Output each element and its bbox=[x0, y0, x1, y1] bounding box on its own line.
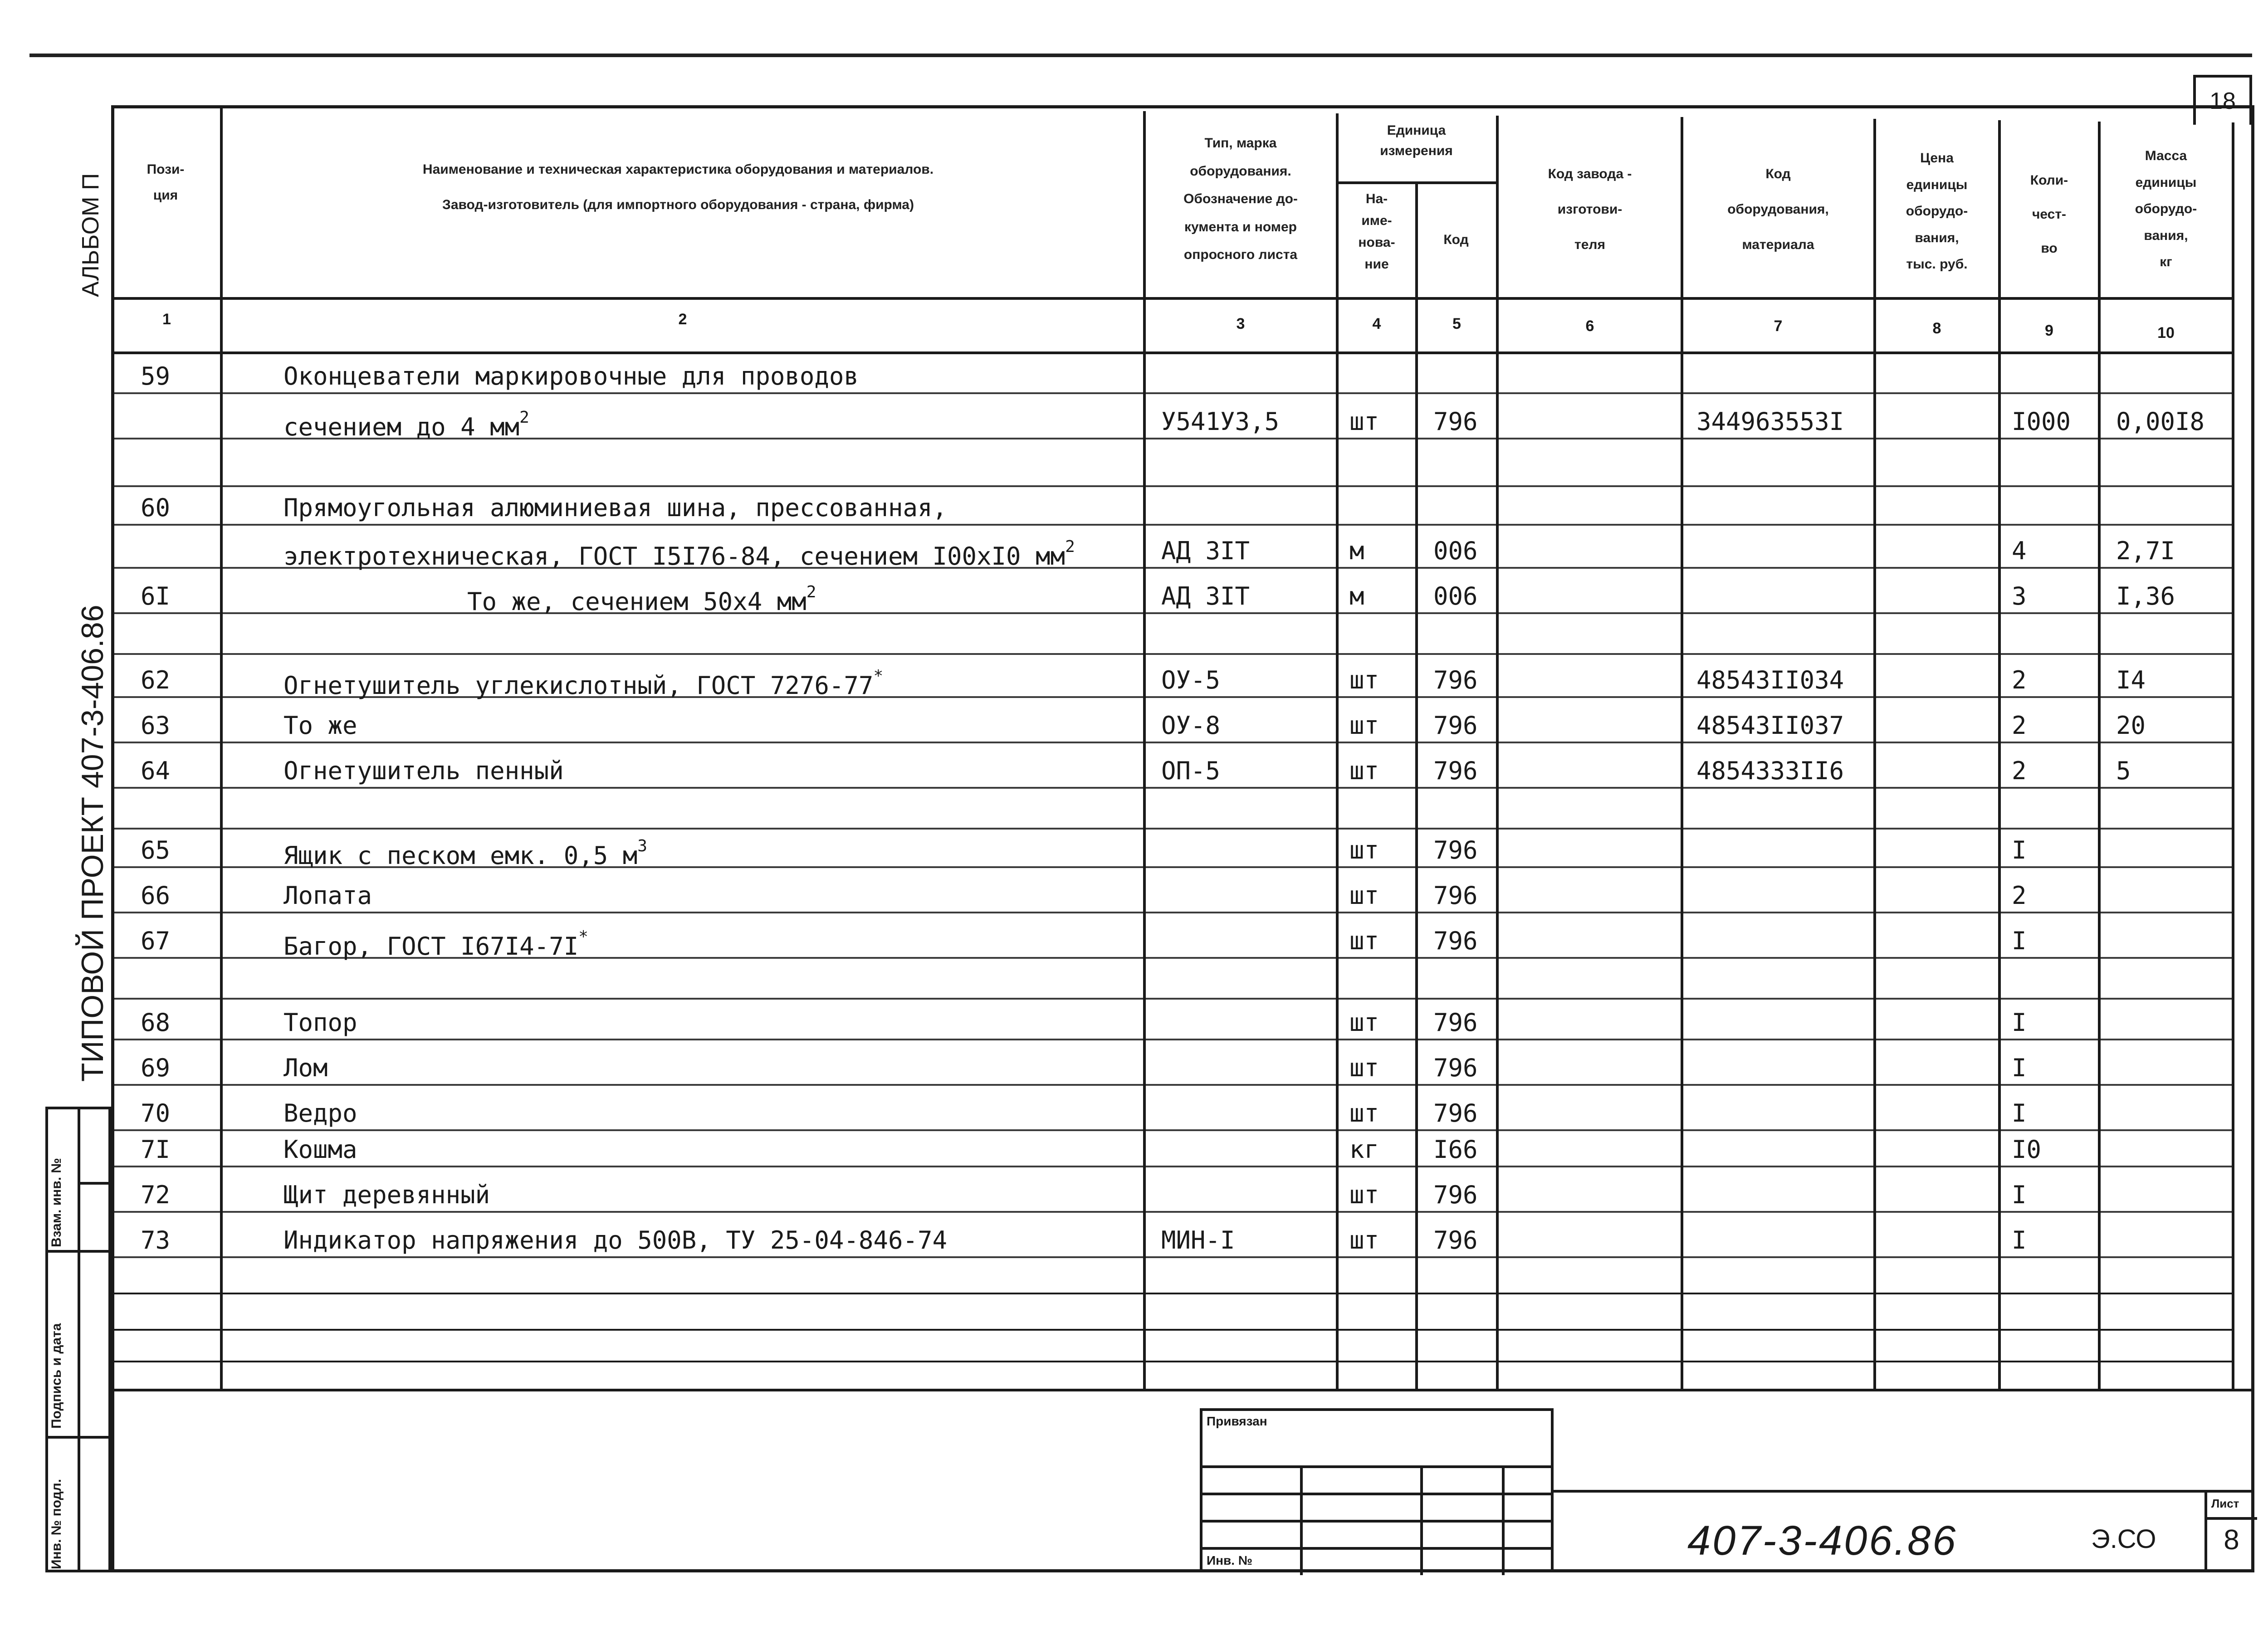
cell-name: Огнетушитель углекислотный, ГОСТ 7276-77* bbox=[284, 667, 884, 700]
cell-quantity: I bbox=[2012, 1054, 2027, 1082]
cell-position: 70 bbox=[141, 1099, 171, 1127]
row-line bbox=[111, 1084, 2234, 1086]
cell-unit: шт bbox=[1349, 881, 1379, 910]
cell-type: У541У3,5 bbox=[1161, 407, 1280, 436]
cell-position: 59 bbox=[141, 362, 171, 390]
cell-type: ОУ-8 bbox=[1161, 711, 1221, 740]
header-bottom-line bbox=[111, 297, 2234, 300]
cell-position: 66 bbox=[141, 881, 171, 910]
cell-unit-code: 796 bbox=[1433, 881, 1478, 910]
header-type: Тип, марка оборудования. Обозначение до- кумента и номер опросного листа bbox=[1183, 136, 1298, 262]
document-code: 407-3-406.86 bbox=[1687, 1518, 1958, 1564]
cell-unit-code: 796 bbox=[1433, 756, 1478, 785]
cell-unit: м bbox=[1349, 582, 1364, 610]
cell-position: 72 bbox=[141, 1181, 171, 1209]
row-line bbox=[111, 1256, 2234, 1258]
header-plant-code: Код завода - изготови- теля bbox=[1548, 166, 1632, 252]
superscript: 2 bbox=[806, 583, 816, 601]
cell-type: ОП-5 bbox=[1161, 756, 1221, 785]
row-line bbox=[111, 828, 2234, 830]
cell-position: 6I bbox=[141, 582, 171, 610]
cell-mass: 0,00I8 bbox=[2116, 407, 2205, 436]
cell-unit-code: 006 bbox=[1433, 582, 1478, 610]
superscript: 2 bbox=[1065, 537, 1075, 556]
colnum-3: 3 bbox=[1236, 315, 1245, 332]
superscript: 3 bbox=[637, 837, 647, 855]
row-line bbox=[111, 1039, 2234, 1040]
header-name: Наименование и техническая характеристика оборудования и материалов. Завод-изготовитель (для импортного оборудования - страна, фирма) bbox=[422, 162, 934, 212]
table-bottom-line bbox=[111, 1389, 2254, 1391]
cell-quantity: I bbox=[2012, 927, 2027, 955]
row-line bbox=[111, 1293, 2234, 1294]
col-sep bbox=[1681, 117, 1683, 1389]
cell-name: Топор bbox=[284, 1008, 357, 1037]
inv-replace-label: Взам. инв. № bbox=[49, 1158, 64, 1247]
colnum-4: 4 bbox=[1372, 315, 1381, 332]
cell-position: 63 bbox=[141, 711, 171, 740]
cell-mass: I,36 bbox=[2116, 582, 2175, 610]
cell-quantity: 3 bbox=[2012, 582, 2027, 610]
colnum-8: 8 bbox=[1932, 320, 1941, 337]
cell-type: ОУ-5 bbox=[1161, 666, 1221, 694]
inv-no-label: Инв. № bbox=[1207, 1553, 1253, 1567]
row-line bbox=[111, 1361, 2234, 1362]
cell-unit: шт bbox=[1349, 1008, 1379, 1037]
cell-name: Лопата bbox=[284, 881, 372, 910]
cell-quantity: I bbox=[2012, 836, 2027, 864]
cell-quantity: 2 bbox=[2012, 711, 2027, 740]
cell-quantity: I bbox=[2012, 1099, 2027, 1127]
cell-unit: шт bbox=[1349, 666, 1379, 694]
cell-unit: шт bbox=[1349, 927, 1379, 955]
cell-quantity: I bbox=[2012, 1226, 2027, 1254]
cell-name: Щит деревянный bbox=[284, 1181, 490, 1209]
colnum-bottom-line bbox=[111, 351, 2234, 354]
page-number: 18 bbox=[2193, 75, 2252, 125]
row-line bbox=[111, 1129, 2234, 1131]
colnum-1: 1 bbox=[162, 311, 171, 328]
col-sep bbox=[1998, 120, 2001, 1389]
row-line bbox=[111, 612, 2234, 614]
cell-position: 73 bbox=[141, 1226, 171, 1254]
row-line bbox=[111, 998, 2234, 1000]
colnum-6: 6 bbox=[1585, 317, 1594, 335]
cell-unit: шт bbox=[1349, 1099, 1379, 1127]
superscript: * bbox=[873, 667, 884, 685]
header-price: Цена единицы оборудо- вания, тыс. руб. bbox=[1906, 151, 1968, 272]
cell-quantity: I bbox=[2012, 1008, 2027, 1037]
cell-position: 68 bbox=[141, 1008, 171, 1037]
cell-quantity: 2 bbox=[2012, 666, 2027, 694]
row-line bbox=[111, 1166, 2234, 1167]
cell-unit-code: 796 bbox=[1433, 1008, 1478, 1037]
cell-quantity: I000 bbox=[2012, 407, 2071, 436]
cell-position: 67 bbox=[141, 927, 171, 955]
cell-mass: 20 bbox=[2116, 711, 2146, 740]
header-position: Пози- ция bbox=[147, 162, 185, 203]
cell-unit-code: 796 bbox=[1433, 1226, 1478, 1254]
row-line bbox=[111, 912, 2234, 913]
header-qty: Коли- чест- во bbox=[2030, 173, 2068, 256]
binding-stamp bbox=[1200, 1408, 1554, 1572]
colnum-9: 9 bbox=[2045, 322, 2053, 339]
row-line bbox=[111, 1329, 2234, 1331]
cell-position: 69 bbox=[141, 1054, 171, 1082]
cell-unit: шт bbox=[1349, 756, 1379, 785]
cell-unit-code: 796 bbox=[1433, 711, 1478, 740]
cell-name: Ящик с песком емк. 0,5 $м^3$ bbox=[284, 837, 647, 870]
cell-name: Прямоугольная алюминиевая шина, прессованная, bbox=[284, 493, 947, 522]
cell-unit: шт bbox=[1349, 1181, 1379, 1209]
cell-unit-code: 796 bbox=[1433, 836, 1478, 864]
col-sep bbox=[1496, 116, 1499, 1389]
cell-unit: шт bbox=[1349, 407, 1379, 436]
header-mass: Масса единицы оборудо- вания, кг bbox=[2135, 148, 2197, 269]
sheet-number: 8 bbox=[2224, 1524, 2239, 1556]
unit-header-line bbox=[1336, 181, 1496, 184]
cell-position: 62 bbox=[141, 666, 171, 694]
cell-quantity: 2 bbox=[2012, 756, 2027, 785]
cell-position: 7I bbox=[141, 1135, 171, 1164]
cell-unit: кг bbox=[1349, 1135, 1379, 1164]
cell-quantity: 2 bbox=[2012, 881, 2027, 910]
row-line bbox=[111, 787, 2234, 789]
cell-name: То же bbox=[284, 711, 357, 740]
row-line bbox=[111, 524, 2234, 526]
cell-name: Лом bbox=[284, 1054, 328, 1082]
cell-quantity: I bbox=[2012, 1181, 2027, 1209]
row-line bbox=[111, 653, 2234, 655]
colnum-7: 7 bbox=[1774, 317, 1783, 335]
cell-name: сечением до 4 $мм^2$ bbox=[284, 408, 529, 441]
row-line bbox=[111, 1211, 2234, 1213]
cell-mass: 2,7I bbox=[2116, 537, 2175, 565]
cell-name: электротехническая, ГОСТ I5I76-84, сечением I00хI0 $мм^2$ bbox=[284, 537, 1075, 571]
cell-unit-code: 796 bbox=[1433, 1054, 1478, 1082]
cell-mass: 5 bbox=[2116, 756, 2131, 785]
top-edge-line bbox=[29, 54, 2252, 57]
cell-position: 64 bbox=[141, 756, 171, 785]
superscript: 2 bbox=[519, 408, 529, 427]
col-sep bbox=[1415, 181, 1418, 1389]
cell-name: Кошма bbox=[284, 1135, 357, 1164]
cell-name: Индикатор напряжения до 500В, ТУ 25-04-846-74 bbox=[284, 1226, 947, 1254]
col-sep bbox=[2098, 122, 2101, 1389]
bound-label: Привязан bbox=[1207, 1414, 1267, 1428]
cell-name: Оконцеватели маркировочные для проводов bbox=[284, 362, 859, 390]
cell-eq-code: 4854333II6 bbox=[1696, 756, 1844, 785]
col-sep bbox=[1873, 119, 1876, 1389]
colnum-10: 10 bbox=[2157, 324, 2175, 342]
cell-eq-code: 48543II034 bbox=[1696, 666, 1844, 694]
cell-unit-code: 796 bbox=[1433, 1181, 1478, 1209]
cell-quantity: I0 bbox=[2012, 1135, 2042, 1164]
cell-unit: шт bbox=[1349, 711, 1379, 740]
cell-unit: шт bbox=[1349, 1226, 1379, 1254]
cell-quantity: 4 bbox=[2012, 537, 2027, 565]
header-unit-code: Код bbox=[1443, 232, 1469, 247]
cell-type: МИН-I bbox=[1161, 1226, 1235, 1254]
cell-type: АД 3IТ bbox=[1161, 537, 1250, 565]
cell-mass: I4 bbox=[2116, 666, 2146, 694]
cell-unit-code: 006 bbox=[1433, 537, 1478, 565]
cell-unit: шт bbox=[1349, 1054, 1379, 1082]
header-unit: Единица измерения bbox=[1380, 123, 1453, 158]
superscript: * bbox=[578, 927, 588, 946]
cell-name: Ведро bbox=[284, 1099, 357, 1127]
cell-eq-code: 48543II037 bbox=[1696, 711, 1844, 740]
cell-type: АД 3IТ bbox=[1161, 582, 1250, 610]
cell-unit-code: 796 bbox=[1433, 927, 1478, 955]
sheet-label: Лист bbox=[2211, 1497, 2239, 1510]
cell-unit-code: 796 bbox=[1433, 666, 1478, 694]
sheet-code: Э.СО bbox=[2091, 1524, 2156, 1554]
cell-name: Багор, ГОСТ I67I4-7I* bbox=[284, 927, 588, 961]
title-block-line bbox=[1554, 1490, 2254, 1493]
cell-name: То же, сечением 50х4 $мм^2$ bbox=[467, 583, 816, 616]
header-unit-name: На- име- нова- ние bbox=[1358, 191, 1395, 272]
inv-orig-label: Инв. № подл. bbox=[49, 1479, 64, 1569]
col-sep bbox=[2232, 122, 2234, 1389]
colnum-5: 5 bbox=[1452, 315, 1461, 332]
cell-position: 60 bbox=[141, 493, 171, 522]
col-sep bbox=[1336, 113, 1339, 1389]
row-line bbox=[111, 392, 2234, 394]
project-label: ТИПОВОЙ ПРОЕКТ 407-3-406.86 bbox=[75, 605, 110, 1082]
colnum-2: 2 bbox=[678, 311, 687, 328]
cell-unit: м bbox=[1349, 537, 1364, 565]
cell-name: Огнетушитель пенный bbox=[284, 756, 564, 785]
cell-unit-code: 796 bbox=[1433, 1099, 1478, 1127]
cell-position: 65 bbox=[141, 836, 171, 864]
cell-unit-code: I66 bbox=[1433, 1135, 1478, 1164]
cell-unit: шт bbox=[1349, 836, 1379, 864]
cell-unit-code: 796 bbox=[1433, 407, 1478, 436]
header-eq-code: Код оборудования, материала bbox=[1727, 166, 1829, 252]
cell-eq-code: 344963553I bbox=[1696, 407, 1844, 436]
col-sep bbox=[1143, 111, 1146, 1389]
sign-date-label: Подпись и дата bbox=[49, 1323, 64, 1429]
album-label: АЛЬБОМ П bbox=[78, 173, 104, 297]
row-line bbox=[111, 485, 2234, 487]
row-line bbox=[111, 742, 2234, 743]
